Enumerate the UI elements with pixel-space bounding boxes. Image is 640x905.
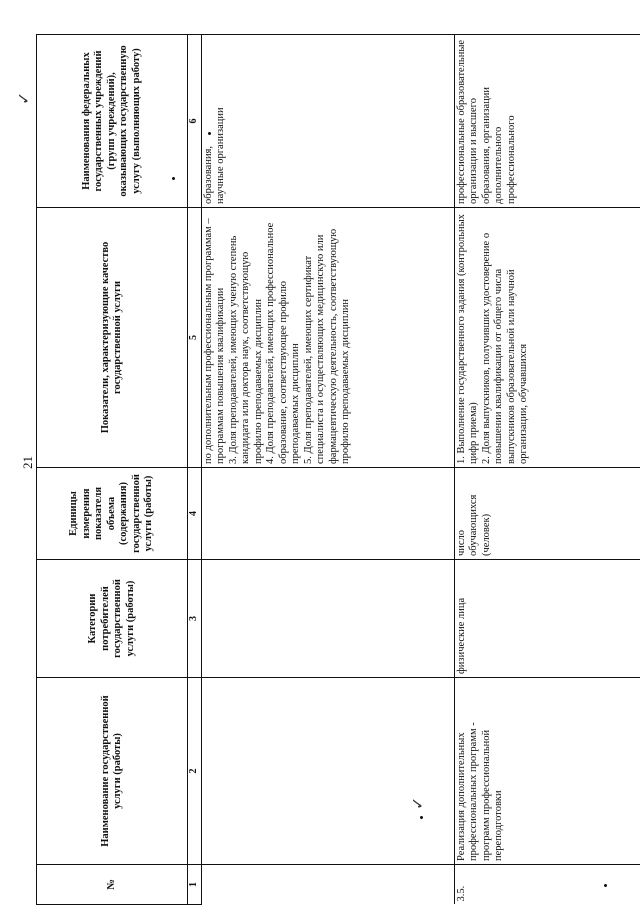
- pen-mark: ✓: [16, 91, 33, 105]
- header-number: №: [37, 865, 188, 905]
- cell-empty: [201, 678, 454, 865]
- cell-quality: 1. Выполнение государственного задания (контрольных цифр приема) 2. Доля выпускников, получивших удостоверение о повышении квалификации от общего числа выпускников образовательной или научной организации, обучавшихся: [454, 208, 640, 468]
- cell-service-name: Реализация дополнительных профессиональных программ - программ профессиональной переподготовки: [454, 678, 640, 865]
- cell-consumers: физические лица: [454, 560, 640, 678]
- column-number: 6: [188, 35, 202, 208]
- column-number: 4: [188, 468, 202, 560]
- column-number: 1: [188, 865, 202, 905]
- column-number: 2: [188, 678, 202, 865]
- cell-quality-continued: по дополнительным профессиональным программам – программам повышения квалификации 3. Доля преподавателей, имеющих ученую степень кандидата или доктора наук, соответствующую профилю преподаваемых дисциплин 4. Доля преподавателей, имеющих профессиональное образование, соответствующее профилю преподаваемых дисциплин 5. Доля преподавателей, имеющих сертификат специалиста и осуществляющих медицинскую или фармацевтическую деятельность, соответствующую профилю преподаваемых дисциплин: [201, 208, 454, 468]
- cell-empty: [201, 560, 454, 678]
- continuation-row: [201, 35, 454, 905]
- cell-institutions: профессиональные образовательные организации и высшего образования, организации дополнительного профессионального: [454, 35, 640, 208]
- cell-empty: [201, 865, 454, 905]
- column-number: 3: [188, 560, 202, 678]
- table-row: [454, 35, 640, 905]
- header-unit: Единицы измерения показателя объема (содержания) государственной услуги (работы): [37, 468, 188, 560]
- pen-mark: ✓: [410, 796, 427, 810]
- cell-row-number: 3.5.: [454, 865, 640, 905]
- services-table: [36, 34, 640, 905]
- header-quality: Показатели, характеризующие качество государственной услуги: [37, 208, 188, 468]
- cell-institutions-continued: образования, научные организации: [201, 35, 454, 208]
- header-row: [37, 35, 188, 905]
- cell-unit: число обучающихся (человек): [454, 468, 640, 560]
- column-number: 5: [188, 208, 202, 468]
- column-number-row: [188, 35, 202, 905]
- page-number: 21: [20, 456, 35, 469]
- header-consumers: Категории потребителей государственной услуги (работы): [37, 560, 188, 678]
- header-institutions: Наименования федеральных государственных учреждений (групп учреждений), оказывающих государственную услугу (выполняющих работу): [37, 35, 188, 208]
- header-service-name: Наименование государственной услуги (работы): [37, 678, 188, 865]
- cell-empty: [201, 468, 454, 560]
